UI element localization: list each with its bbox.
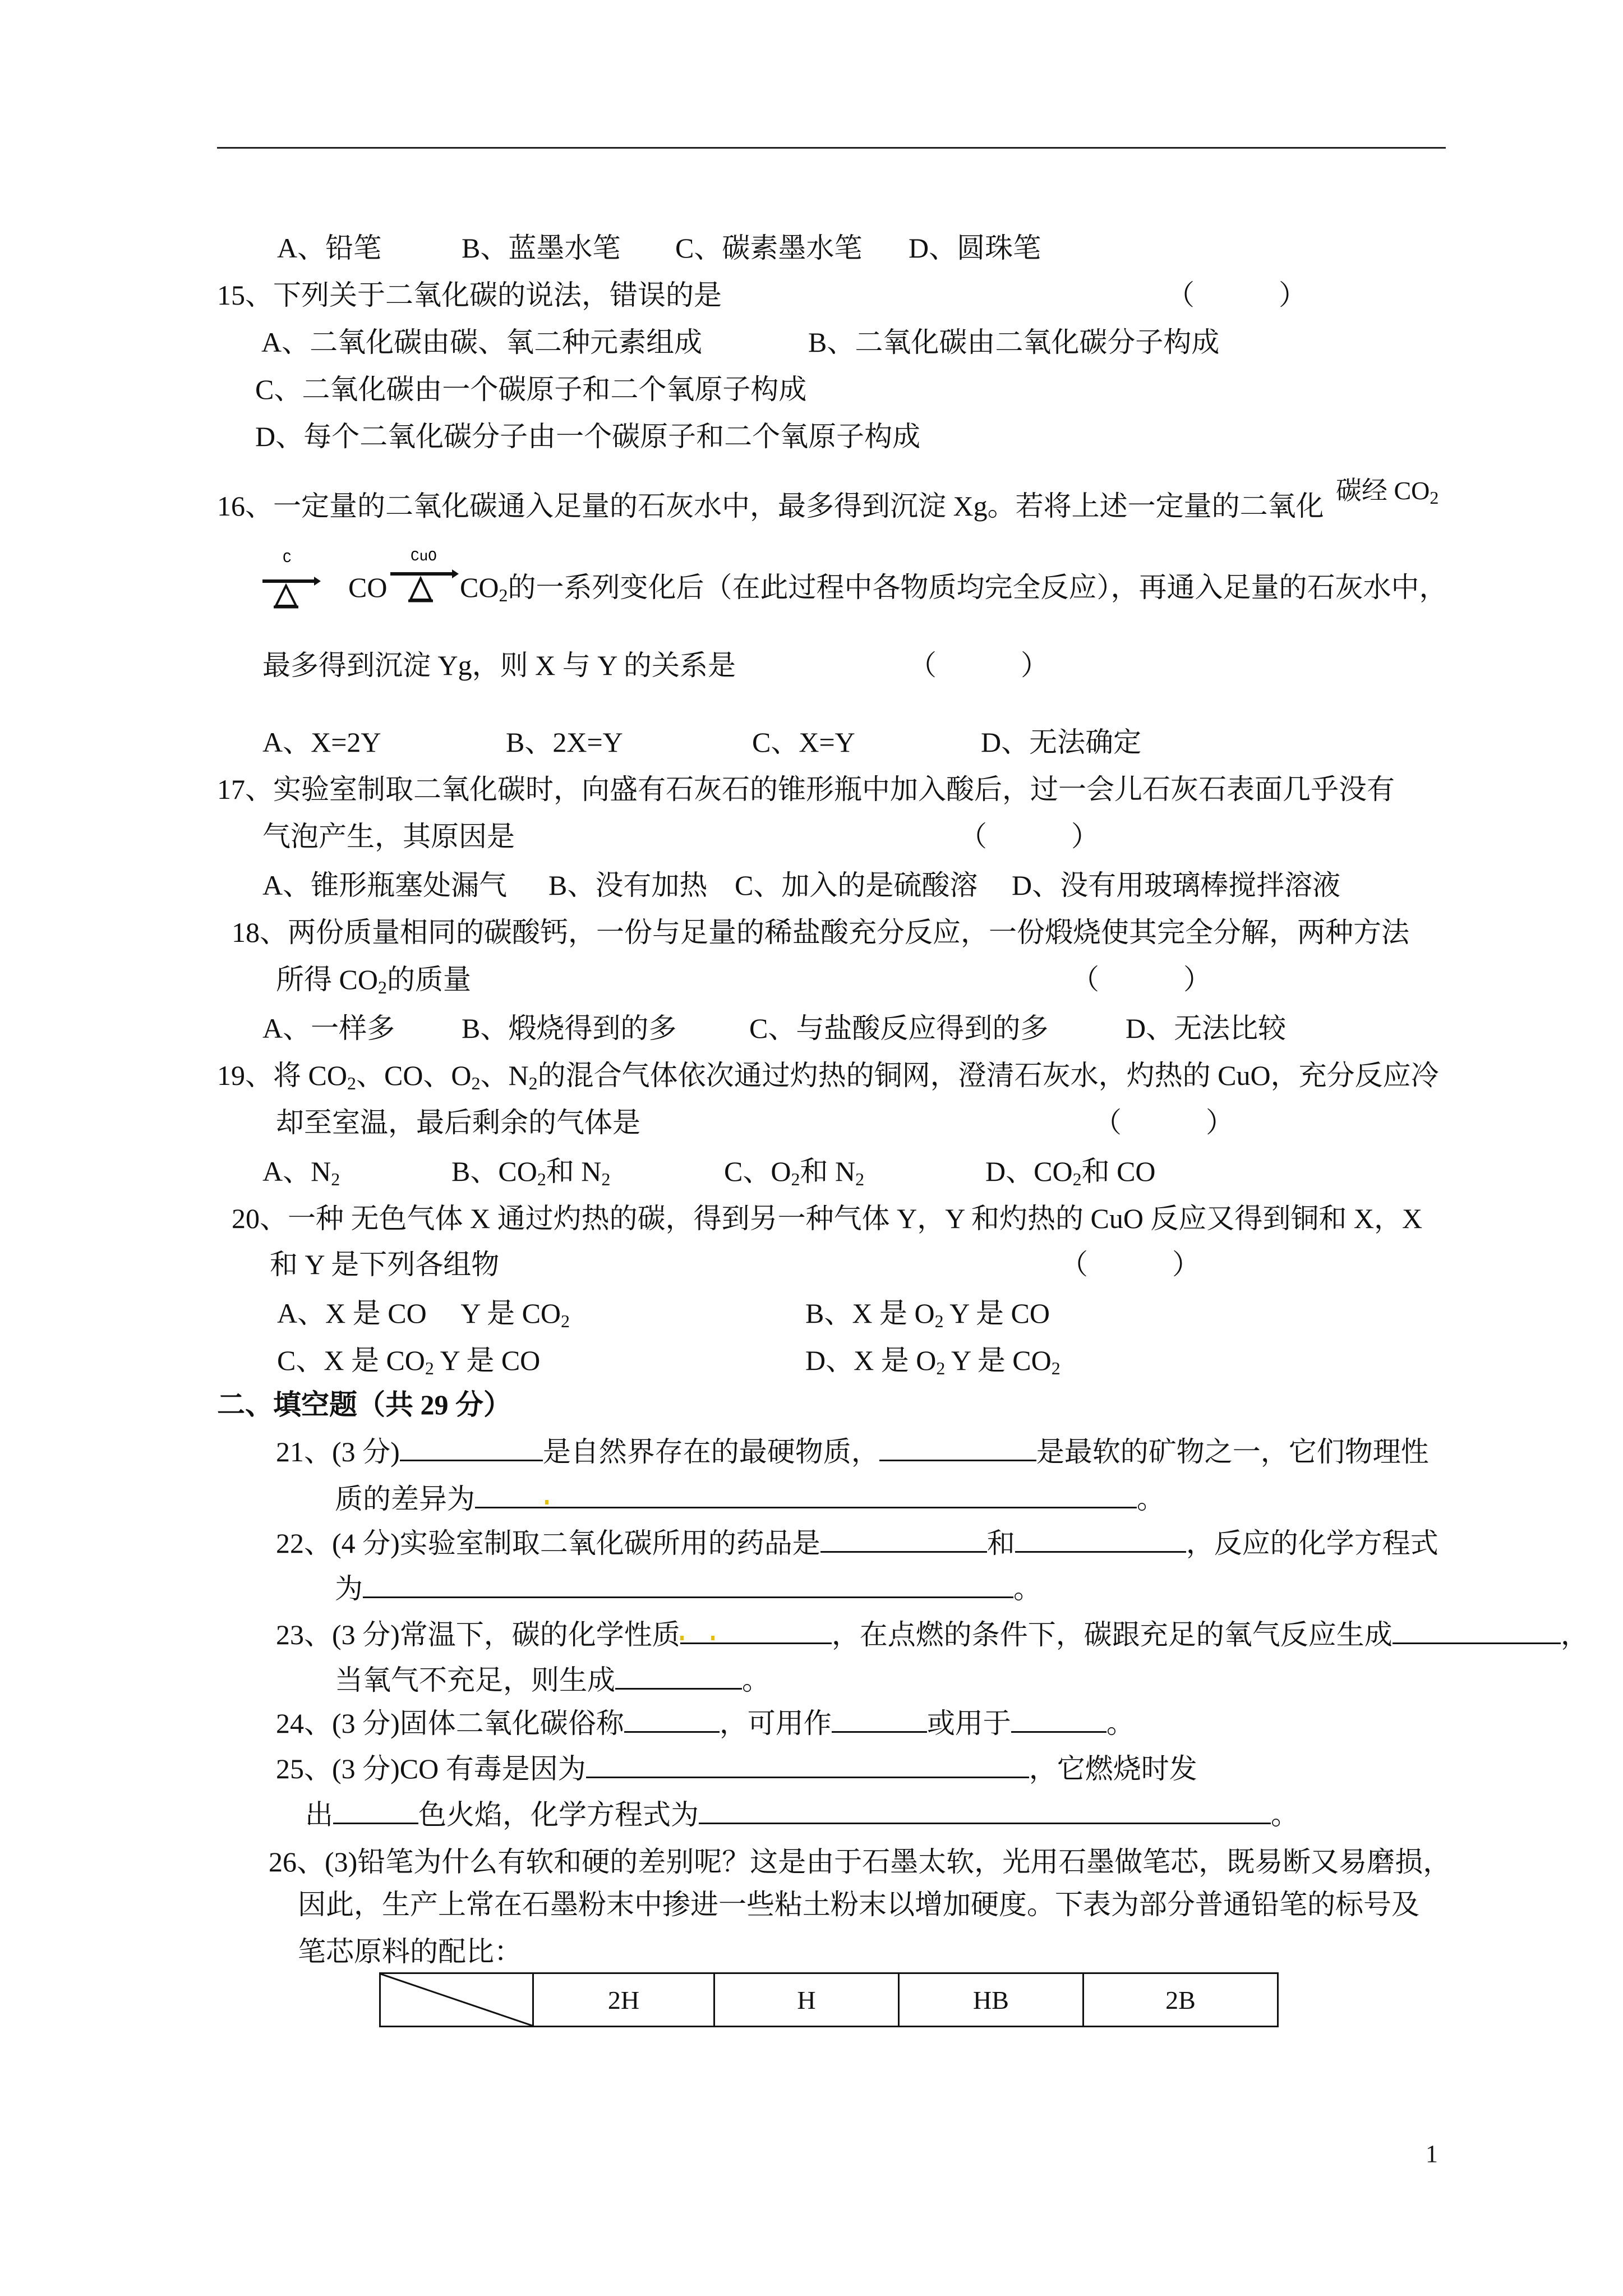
q20-stem-line1: 20、一种 无色气体 X 通过灼热的碳，得到另一种气体 Y，Y 和灼热的 CuO 反应又得到铜和 X，X <box>232 1203 1423 1234</box>
q16-sup-subscript: 2 <box>1430 487 1439 508</box>
q25-blank-3[interactable] <box>699 1798 1271 1824</box>
q17-option-c: C、加入的是硫酸溶 <box>735 869 978 901</box>
text: 和 <box>986 1527 1015 1559</box>
text: 19、将 CO <box>217 1060 347 1091</box>
subscript: 2 <box>499 585 508 605</box>
q24-line <box>276 1706 1135 1740</box>
q25-blank-2[interactable] <box>333 1798 418 1824</box>
q21-line2 <box>335 1482 1165 1516</box>
q25-blank-1[interactable] <box>586 1752 1029 1778</box>
text: 23、(3 分)常温下，碳的化学性质 <box>276 1619 680 1650</box>
q20-answer-paren: （ ） <box>1060 1249 1200 1280</box>
q26-line1: 26、(3)铅笔为什么有软和硬的差别呢？这是由于石墨太软，光用石墨做笔芯，既易断又易磨损， <box>269 1846 1451 1878</box>
q23-blank-3[interactable] <box>615 1663 742 1690</box>
q16-option-c: C、X=Y <box>752 726 855 758</box>
text: 。 <box>1137 1483 1165 1515</box>
text: ，反应的化学方程式 <box>1186 1527 1438 1559</box>
q26-line3: 笔芯原料的配比： <box>298 1936 522 1967</box>
q24-blank-2[interactable] <box>832 1706 927 1733</box>
text: C、O <box>724 1156 791 1187</box>
table-header-2b: 2B <box>1083 1973 1278 2027</box>
q15-option-c: C、二氧化碳由一个碳原子和二个氧原子构成 <box>255 374 807 405</box>
text: 所得 CO <box>276 964 378 995</box>
q17-stem-line1: 17、实验室制取二氧化碳时，向盛有石灰石的锥形瓶中加入酸后，过一会儿石灰石表面几乎没有 <box>217 774 1395 805</box>
q17-answer-paren: （ ） <box>959 821 1099 852</box>
q16-line2-text: 的一系列变化后（在此过程中各物质均完全反应），再通入足量的石灰水中， <box>508 572 1447 603</box>
subscript: 2 <box>855 1169 865 1189</box>
q17-option-b: B、没有加热 <box>548 869 708 901</box>
q18-option-b: B、煅烧得到的多 <box>462 1013 677 1044</box>
q17-stem-line2: 气泡产生，其原因是 <box>262 821 515 852</box>
section-2-title: 二、填空题（共 29 分） <box>217 1389 511 1420</box>
q16-stem-line2 <box>460 570 1447 604</box>
q19-stem-line2: 却至室温，最后剩余的气体是 <box>276 1107 640 1138</box>
text: B、CO <box>451 1156 537 1187</box>
page-number: 1 <box>1426 2140 1438 2168</box>
text: 的质量 <box>386 964 471 995</box>
text: 是最软的矿物之一，它们物理性 <box>1036 1436 1429 1467</box>
q16-co2: CO <box>460 572 499 603</box>
text: 。 <box>1013 1573 1041 1604</box>
table-header-2h: 2H <box>533 1973 714 2027</box>
text: 为 <box>335 1573 363 1604</box>
q18-answer-paren: （ ） <box>1071 964 1211 995</box>
text: 。 <box>1106 1708 1135 1739</box>
q23-blank-1[interactable] <box>680 1618 832 1644</box>
q17-option-d: D、没有用玻璃棒搅拌溶液 <box>1012 869 1341 901</box>
text: ，它燃烧时发 <box>1029 1753 1197 1784</box>
subscript: 2 <box>537 1169 546 1189</box>
subscript: 2 <box>347 1073 356 1093</box>
q17-option-a: A、锥形瓶塞处漏气 <box>262 869 508 901</box>
q24-blank-3[interactable] <box>1011 1706 1106 1733</box>
arrow2-label: CuO <box>411 548 437 565</box>
q15-option-b: B、二氧化碳由二氧化碳分子构成 <box>808 326 1220 358</box>
subscript: 2 <box>425 1358 434 1378</box>
q20-option-d <box>805 1343 1061 1377</box>
q18-option-d: D、无法比较 <box>1126 1013 1287 1044</box>
q21-blank-2[interactable] <box>879 1435 1036 1461</box>
diagonal-header-cell <box>380 1973 533 2027</box>
text: 24、(3 分)固体二氧化碳俗称 <box>276 1708 624 1739</box>
table-header-h: H <box>714 1973 899 2027</box>
q21-line1 <box>276 1435 1429 1469</box>
q16-stem-line3: 最多得到沉淀 Yg，则 X 与 Y 的关系是 <box>262 650 736 681</box>
q22-line2 <box>335 1572 1041 1605</box>
subscript: 2 <box>471 1073 481 1093</box>
text: B、X 是 O <box>805 1297 935 1329</box>
q20-option-a <box>277 1296 570 1330</box>
text: 或用于 <box>926 1708 1011 1739</box>
q14-option-c: C、碳素墨水笔 <box>675 232 863 264</box>
q23-line2 <box>335 1663 770 1697</box>
q20-option-c <box>277 1343 540 1377</box>
q19-option-a <box>262 1154 340 1188</box>
q16-answer-paren: （ ） <box>909 650 1049 681</box>
text: 。 <box>742 1664 770 1696</box>
q16-option-a: A、X=2Y <box>262 726 381 758</box>
q22-blank-2[interactable] <box>1015 1526 1186 1553</box>
text: ， <box>1560 1619 1589 1650</box>
text: 。 <box>1271 1799 1299 1830</box>
text: 25、(3 分)CO 有毒是因为 <box>276 1753 586 1784</box>
q15-stem: 15、下列关于二氧化碳的说法，错误的是 <box>217 279 722 311</box>
text: D、X 是 O <box>805 1345 937 1376</box>
text: 的混合气体依次通过灼热的铜网，澄清石灰水，灼热的 CuO，充分反应冷 <box>537 1060 1439 1091</box>
text: 是自然界存在的最硬物质， <box>542 1436 879 1467</box>
q18-stem-line1: 18、两份质量相同的碳酸钙，一份与足量的稀盐酸充分反应，一份煅烧使其完全分解，两种方法 <box>232 917 1409 948</box>
q18-option-a: A、一样多 <box>262 1013 395 1044</box>
q21-blank-3[interactable] <box>475 1482 1137 1508</box>
q16-option-b: B、2X=Y <box>506 726 623 758</box>
subscript: 2 <box>601 1169 611 1189</box>
q26-line2: 因此，生产上常在石墨粉末中掺进一些粘土粉末以增加硬度。下表为部分普通铅笔的标号及 <box>298 1889 1419 1920</box>
text: 21、(3 分) <box>276 1436 400 1467</box>
reaction-arrow-carbon-heat <box>260 550 322 611</box>
q19-answer-paren: （ ） <box>1094 1107 1234 1138</box>
text: Y 是 CO <box>943 1297 1050 1329</box>
subscript: 2 <box>1072 1169 1082 1189</box>
text: 、CO、O <box>356 1060 472 1091</box>
q16-stem-line1: 16、一定量的二氧化碳通入足量的石灰水中，最多得到沉淀 Xg。若将上述一定量的二氧化 <box>217 490 1324 522</box>
q15-option-d: D、每个二氧化碳分子由一个碳原子和二个氧原子构成 <box>255 421 921 452</box>
text: D、CO <box>985 1156 1073 1187</box>
subscript: 2 <box>791 1169 800 1189</box>
pencil-ratio-table <box>379 1972 1279 2027</box>
subscript: 2 <box>936 1358 946 1378</box>
q14-option-b: B、蓝墨水笔 <box>462 232 621 264</box>
subscript: 2 <box>1051 1358 1061 1378</box>
q15-answer-paren: （ ） <box>1166 279 1307 311</box>
q19-option-d <box>985 1154 1156 1188</box>
q18-option-c: C、与盐酸反应得到的多 <box>749 1013 1049 1044</box>
text: 和 CO <box>1081 1156 1156 1187</box>
text: 和 N <box>546 1156 602 1187</box>
q16-co: CO <box>348 572 388 603</box>
q16-option-d: D、无法确定 <box>981 726 1142 758</box>
q20-option-b <box>805 1296 1050 1330</box>
q19-option-c <box>724 1154 864 1188</box>
text: 和 N <box>800 1156 856 1187</box>
q19-option-b <box>451 1154 610 1188</box>
subscript: 2 <box>528 1073 538 1093</box>
heat-triangle-icon <box>411 578 431 600</box>
q20-stem-line2: 和 Y 是下列各组物 <box>270 1249 500 1280</box>
subscript: 2 <box>331 1169 340 1189</box>
subscript: 2 <box>561 1311 570 1331</box>
q14-option-a: A、铅笔 <box>277 232 382 264</box>
q15-option-a: A、二氧化碳由碳、氧二种元素组成 <box>261 326 703 358</box>
q18-stem-line2 <box>276 963 471 996</box>
text: A、X 是 CO Y 是 CO <box>277 1297 561 1329</box>
text: A、N <box>262 1156 331 1187</box>
q24-blank-1[interactable] <box>624 1706 720 1733</box>
text: 质的差异为 <box>335 1483 475 1515</box>
table-header-row <box>380 1973 1278 2027</box>
q19-stem-line1 <box>217 1059 1439 1092</box>
text: 当氧气不充足，则生成 <box>335 1664 615 1696</box>
q23-blank-2[interactable] <box>1393 1618 1561 1644</box>
text: 色火焰，化学方程式为 <box>418 1799 699 1830</box>
q22-blank-3[interactable] <box>363 1572 1013 1598</box>
table-header-hb: HB <box>899 1973 1083 2027</box>
text: 出 <box>305 1799 333 1830</box>
subscript: 2 <box>934 1311 944 1331</box>
q25-line1 <box>276 1752 1197 1786</box>
arrow1-label: C <box>283 550 292 567</box>
heat-triangle-icon <box>276 586 296 606</box>
text: ，在点燃的条件下，碳跟充足的氧气反应生成 <box>831 1619 1393 1650</box>
q16-sup-text: 碳经 CO <box>1336 476 1430 505</box>
subscript: 2 <box>377 977 387 997</box>
text: Y 是 CO <box>945 1345 1052 1376</box>
q21-blank-1[interactable] <box>400 1435 543 1461</box>
q23-line1 <box>276 1618 1589 1651</box>
text: Y 是 CO <box>434 1345 541 1376</box>
reaction-arrow-cuo-heat <box>388 547 461 609</box>
q22-blank-1[interactable] <box>820 1526 987 1553</box>
q14-option-d: D、圆珠笔 <box>909 232 1041 264</box>
q16-superscript-text <box>1336 474 1438 508</box>
text: 、N <box>480 1060 529 1091</box>
q22-line1 <box>276 1526 1438 1560</box>
q25-line2 <box>305 1798 1299 1832</box>
text: C、X 是 CO <box>277 1345 425 1376</box>
header-rule <box>217 147 1446 149</box>
text: 22、(4 分)实验室制取二氧化碳所用的药品是 <box>276 1527 820 1559</box>
text: ，可用作 <box>719 1708 832 1739</box>
